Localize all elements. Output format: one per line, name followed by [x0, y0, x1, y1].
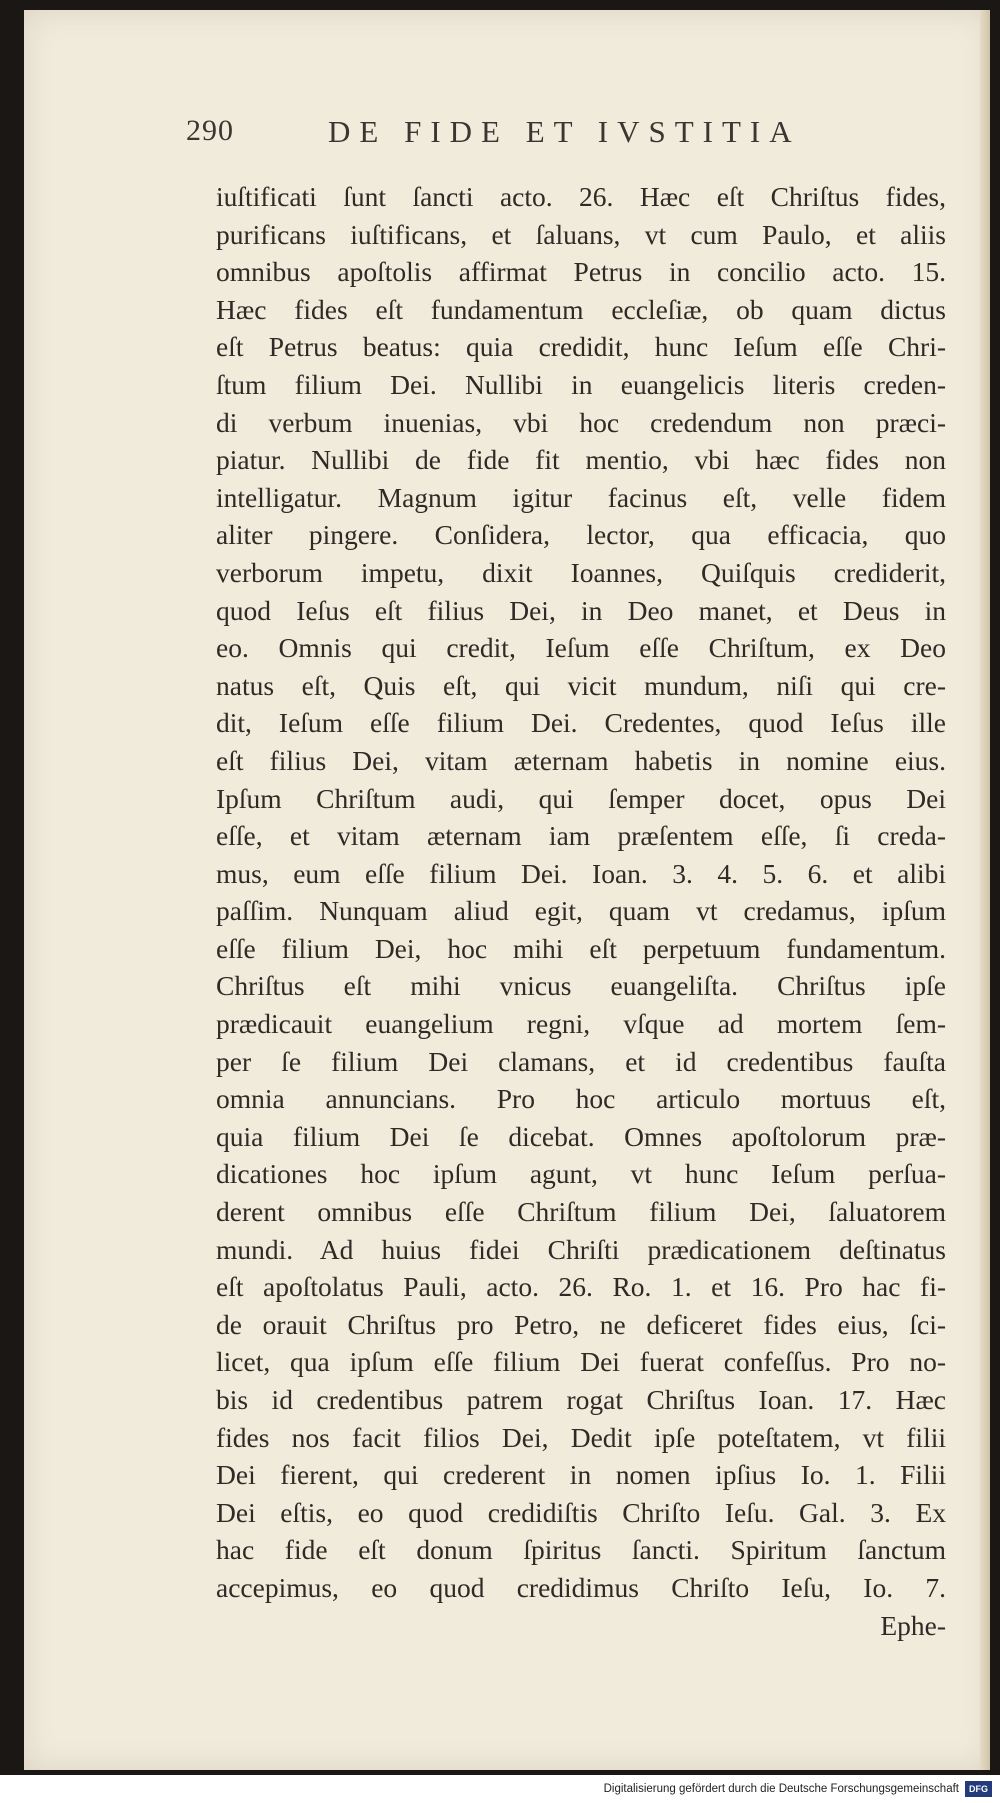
text-line: eſſe, et vitam æternam iam præſentem eſſe, ſi creda- [216, 820, 946, 852]
text-line: Dei eſtis, eo quod credidiſtis Chriſto Ieſu. Gal. 3. Ex [216, 1496, 946, 1528]
text-line: eſt Petrus beatus: quia credidit, hunc Ieſum eſſe Chri- [216, 331, 946, 363]
text-line: dit, Ieſum eſſe filium Dei. Credentes, quod Ieſus ille [216, 707, 946, 739]
text-line: verborum impetu, dixit Ioannes, Quiſquis crediderit, [216, 556, 946, 588]
text-line: eſt filius Dei, vitam æternam habetis in nomine eius. [216, 744, 946, 776]
text-line: Ipſum Chriſtum audi, qui ſemper docet, opus Dei [216, 782, 946, 814]
text-line: accepimus, eo quod credidimus Chriſto Ieſu, Io. 7. [216, 1571, 946, 1603]
running-head: DE FIDE ET IVSTITIA [328, 114, 801, 149]
text-line: ſtum filium Dei. Nullibi in euangelicis literis creden- [216, 368, 946, 400]
page-header [186, 110, 826, 160]
text-line: aliter pingere. Conſidera, lector, qua efficacia, quo [216, 519, 946, 551]
funding-credit: Digitalisierung gefördert durch die Deutsche Forschungsgemeinschaft [603, 1783, 959, 1795]
text-line: de orauit Chriſtus pro Petro, ne deficeret fides eius, ſci- [216, 1308, 946, 1340]
text-line: eſſe filium Dei, hoc mihi eſt perpetuum fundamentum. [216, 932, 946, 964]
text-line: purificans iuſtificans, et ſaluans, vt cum Paulo, et aliis [216, 218, 946, 250]
page-edge [980, 10, 990, 1770]
digitization-footer [604, 1778, 992, 1800]
text-line: hac fide eſt donum ſpiritus ſancti. Spiritum ſanctum [216, 1534, 946, 1566]
text-line: bis id credentibus patrem rogat Chriſtus Ioan. 17. Hæc [216, 1384, 946, 1415]
text-line: piatur. Nullibi de fide fit mentio, vbi hæc fides non [216, 444, 946, 476]
text-line: intelligatur. Magnum igitur facinus eſt, velle fidem [216, 481, 946, 513]
text-line: mundi. Ad huius fidei Chriſti prædicationem deſtinatus [216, 1233, 946, 1265]
text-line: prædicauit euangelium regni, vſque ad mortem ſem- [216, 1008, 946, 1040]
text-line: eo. Omnis qui credit, Ieſum eſſe Chriſtum, ex Deo [216, 632, 946, 664]
text-line: natus eſt, Quis eſt, qui vicit mundum, niſi qui cre- [216, 669, 946, 701]
text-line: omnia annuncians. Pro hoc articulo mortuus eſt, [216, 1083, 946, 1115]
page-number: 290 [186, 114, 234, 147]
body-text [216, 178, 946, 1644]
catchword: Ephe- [880, 1609, 946, 1641]
text-line: di verbum inuenias, vbi hoc credendum non præci- [216, 406, 946, 438]
text-line: iuſtificati ſunt ſancti acto. 26. Hæc eſt Chriſtus fides, [216, 181, 946, 212]
text-line: paſſim. Nunquam aliud egit, quam vt credamus, ipſum [216, 895, 946, 927]
text-line: derent omnibus eſſe Chriſtum filium Dei, ſaluatorem [216, 1196, 946, 1228]
text-line: fides nos facit filios Dei, Dedit ipſe poteſtatem, vt filii [216, 1421, 946, 1453]
text-line: quod Ieſus eſt filius Dei, in Deo manet, et Deus in [216, 594, 946, 626]
text-line: eſt apoſtolatus Pauli, acto. 26. Ro. 1. et 16. Pro hac fi- [216, 1271, 946, 1303]
text-line: per ſe filium Dei clamans, et id credentibus fauſta [216, 1045, 946, 1077]
text-line: licet, qua ipſum eſſe filium Dei fuerat confeſſus. Pro no- [216, 1346, 946, 1378]
text-line: Hæc fides eſt fundamentum eccleſiæ, ob quam dictus [216, 293, 946, 325]
text-line: Dei fierent, qui crederent in nomen ipſius Io. 1. Filii [216, 1459, 946, 1491]
text-line: dicationes hoc ipſum agunt, vt hunc Ieſum perſua- [216, 1158, 946, 1190]
text-line: omnibus apoſtolis affirmat Petrus in concilio acto. 15. [216, 256, 946, 288]
dfg-logo: DFG [965, 1781, 992, 1797]
text-line: quia filium Dei ſe dicebat. Omnes apoſtolorum præ- [216, 1120, 946, 1152]
text-line: Chriſtus eſt mihi vnicus euangeliſta. Chriſtus ipſe [216, 970, 946, 1002]
text-line: mus, eum eſſe filium Dei. Ioan. 3. 4. 5. 6. et alibi [216, 857, 946, 889]
